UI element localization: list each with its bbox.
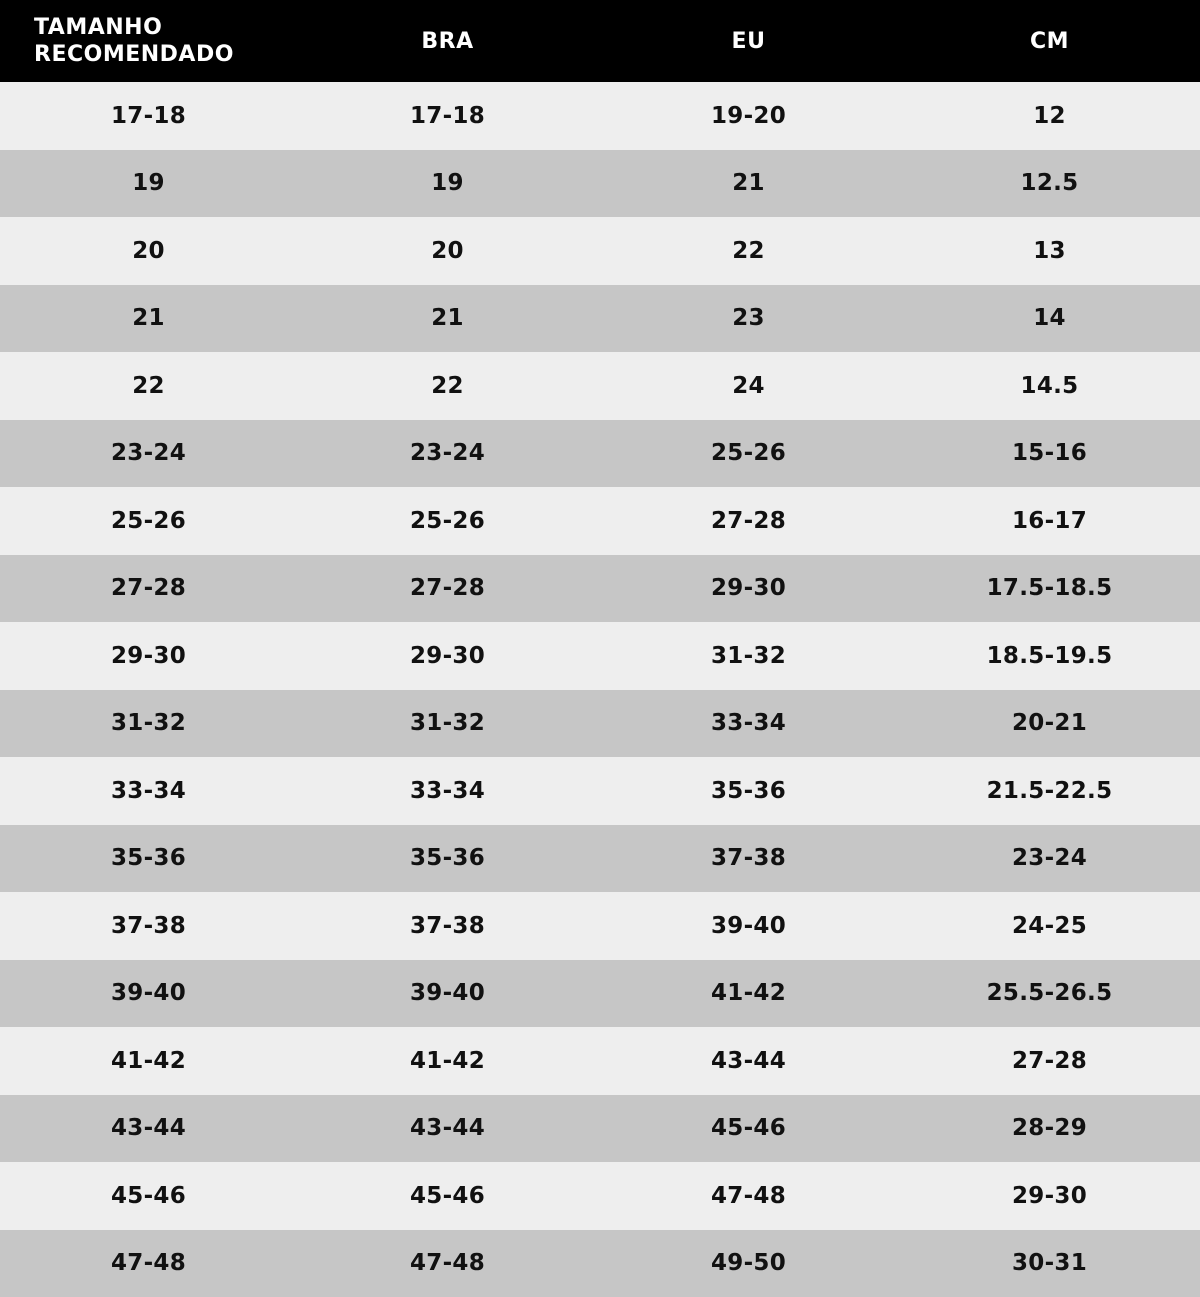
table-cell: 24-25 (899, 892, 1200, 960)
table-cell: 35-36 (598, 757, 899, 825)
table-cell: 24 (598, 352, 899, 420)
table-cell: 41-42 (598, 960, 899, 1028)
table-cell: 29-30 (899, 1162, 1200, 1230)
table-row (0, 757, 1200, 825)
table-cell: 13 (899, 217, 1200, 285)
table-cell: 43-44 (297, 1095, 598, 1163)
table-row (0, 1162, 1200, 1230)
table-row (0, 352, 1200, 420)
table-cell: 35-36 (0, 825, 297, 893)
table-cell: 23-24 (899, 825, 1200, 893)
table-row (0, 420, 1200, 488)
table-cell: 22 (297, 352, 598, 420)
table-row (0, 892, 1200, 960)
table-cell: 45-46 (0, 1162, 297, 1230)
table-cell: 28-29 (899, 1095, 1200, 1163)
table-cell: 18.5-19.5 (899, 622, 1200, 690)
table-cell: 22 (0, 352, 297, 420)
table-cell: 39-40 (598, 892, 899, 960)
table-cell: 39-40 (297, 960, 598, 1028)
table-cell: 39-40 (0, 960, 297, 1028)
table-row (0, 285, 1200, 353)
table-cell: 25-26 (297, 487, 598, 555)
table-cell: 29-30 (598, 555, 899, 623)
table-body (0, 82, 1200, 1297)
table-cell: 43-44 (0, 1095, 297, 1163)
table-cell: 37-38 (0, 892, 297, 960)
table-cell: 22 (598, 217, 899, 285)
table-cell: 45-46 (598, 1095, 899, 1163)
table-row (0, 960, 1200, 1028)
table-cell: 23 (598, 285, 899, 353)
table-cell: 25-26 (598, 420, 899, 488)
table-cell: 47-48 (297, 1230, 598, 1297)
table-row (0, 825, 1200, 893)
table-cell: 23-24 (297, 420, 598, 488)
table-cell: 19 (0, 150, 297, 218)
table-cell: 19 (297, 150, 598, 218)
table-cell: 20 (297, 217, 598, 285)
table-cell: 37-38 (297, 892, 598, 960)
table-cell: 25.5-26.5 (899, 960, 1200, 1028)
table-cell: 30-31 (899, 1230, 1200, 1297)
table-cell: 41-42 (0, 1027, 297, 1095)
table-row (0, 1027, 1200, 1095)
table-cell: 14.5 (899, 352, 1200, 420)
table-cell: 16-17 (899, 487, 1200, 555)
table-cell: 27-28 (899, 1027, 1200, 1095)
table-cell: 15-16 (899, 420, 1200, 488)
table-row (0, 622, 1200, 690)
table-cell: 35-36 (297, 825, 598, 893)
table-cell: 21.5-22.5 (899, 757, 1200, 825)
table-cell: 45-46 (297, 1162, 598, 1230)
table-cell: 12.5 (899, 150, 1200, 218)
header-line-1: TAMANHO (34, 15, 162, 40)
table-cell: 19-20 (598, 82, 899, 150)
table-cell: 12 (899, 82, 1200, 150)
table-cell: 14 (899, 285, 1200, 353)
table-cell: 33-34 (0, 757, 297, 825)
table-cell: 17-18 (297, 82, 598, 150)
table-header (0, 0, 1200, 82)
table-cell: 29-30 (0, 622, 297, 690)
table-cell: 33-34 (598, 690, 899, 758)
table-cell: 20 (0, 217, 297, 285)
table-row (0, 1095, 1200, 1163)
header-row (0, 0, 1200, 82)
table-cell: 47-48 (598, 1162, 899, 1230)
table-cell: 23-24 (0, 420, 297, 488)
table-cell: 21 (598, 150, 899, 218)
table-cell: 47-48 (0, 1230, 297, 1297)
table-cell: 37-38 (598, 825, 899, 893)
table-cell: 31-32 (0, 690, 297, 758)
table-cell: 31-32 (598, 622, 899, 690)
table-cell: 17-18 (0, 82, 297, 150)
table-row (0, 555, 1200, 623)
table-cell: 21 (0, 285, 297, 353)
table-cell: 43-44 (598, 1027, 899, 1095)
table-cell: 27-28 (297, 555, 598, 623)
table-cell: 17.5-18.5 (899, 555, 1200, 623)
table-cell: 25-26 (0, 487, 297, 555)
table-cell: 27-28 (0, 555, 297, 623)
table-cell: 21 (297, 285, 598, 353)
column-header-bra: BRA (297, 0, 598, 82)
table-row (0, 150, 1200, 218)
table-cell: 41-42 (297, 1027, 598, 1095)
column-header-recommended-size (0, 0, 297, 82)
column-header-cm: CM (899, 0, 1200, 82)
table-cell: 27-28 (598, 487, 899, 555)
table-row (0, 82, 1200, 150)
table-cell: 33-34 (297, 757, 598, 825)
table-cell: 29-30 (297, 622, 598, 690)
table-row (0, 690, 1200, 758)
column-header-eu: EU (598, 0, 899, 82)
table-cell: 49-50 (598, 1230, 899, 1297)
table-cell: 31-32 (297, 690, 598, 758)
table-row (0, 487, 1200, 555)
table-row (0, 217, 1200, 285)
header-line-2: RECOMENDADO (34, 42, 234, 67)
table-cell: 20-21 (899, 690, 1200, 758)
table-row (0, 1230, 1200, 1297)
